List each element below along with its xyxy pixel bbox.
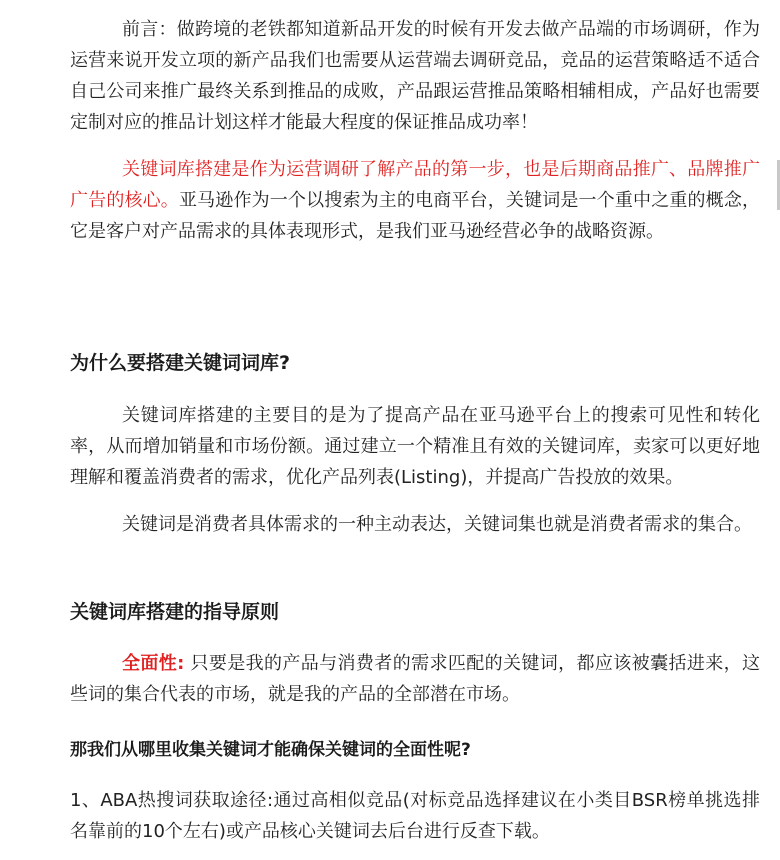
definition-highlight: 关键词库搭建是作为运营调研了解产品的第一步，也是后期商品推广、品牌推广广告的核心。 <box>70 159 760 211</box>
definition-paragraph <box>70 154 760 247</box>
section-heading-why: 为什么要搭建关键词词库? <box>70 352 291 374</box>
principle-text: 只要是我的产品与消费者的需求匹配的关键词，都应该被囊括进来，这些词的集合代表的市场，就是我的产品的全部潜在市场。 <box>70 653 760 705</box>
principle-label: 全面性: <box>122 653 185 674</box>
principle-paragraph <box>70 648 760 710</box>
intro-paragraph: 前言：做跨境的老铁都知道新品开发的时候有开发去做产品端的市场调研，作为运营来说开发立项的新产品我们也需要从运营端去调研竞品，竞品的运营策略适不适合自己公司来推广最终关系到推品的成败，产品跟运营推品策略相辅相成，产品好也需要定制对应的推品计划这样才能最大程度的保证推品成功率！ <box>70 19 760 133</box>
section-heading-principles: 关键词库搭建的指导原则 <box>70 601 280 623</box>
collect-item-1: 1、ABA热搜词获取途径:通过高相似竞品(对标竞品选择建议在小类目BSR榜单挑选排名靠前的10个左右)或产品核心关键词去后台进行反查下载。 <box>70 790 760 842</box>
why-paragraph-2: 关键词是消费者具体需求的一种主动表达，关键词集也就是消费者需求的集合。 <box>122 514 752 535</box>
definition-text: 亚马逊作为一个以搜索为主的电商平台，关键词是一个重中之重的概念，它是客户对产品需求的具体表现形式，是我们亚马逊经营必争的战略资源。 <box>70 190 761 242</box>
collect-question: 那我们从哪里收集关键词才能确保关键词的全面性呢? <box>70 740 471 760</box>
why-paragraph-1: 关键词库搭建的主要目的是为了提高产品在亚马逊平台上的搜索可见性和转化率，从而增加销量和市场份额。通过建立一个精准且有效的关键词库，卖家可以更好地理解和覆盖消费者的需求，优化产品列表(Listing)，并提高广告投放的效果。 <box>70 405 760 488</box>
